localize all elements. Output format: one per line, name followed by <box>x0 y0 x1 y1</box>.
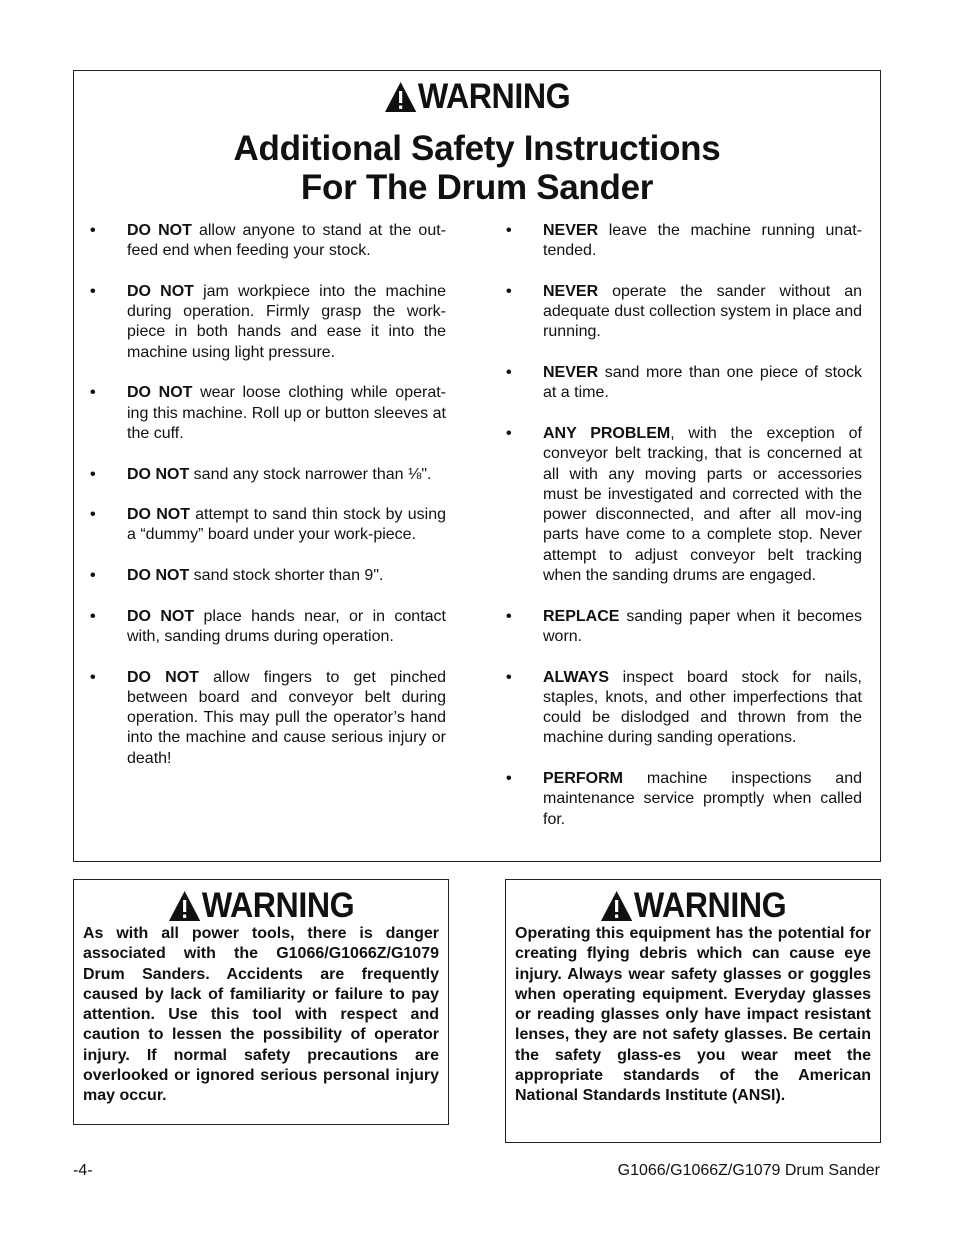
safety-instructions-box <box>73 70 881 862</box>
item-text: inspect board stock for nails, staples, knots, and other imperfections that could be dislodged and thrown from the machine during sanding operations. <box>543 668 862 747</box>
bullet: • <box>90 465 96 483</box>
item-keyword: DO NOT <box>127 607 195 625</box>
warning-label: WARNING <box>633 886 787 925</box>
item-text: allow anyone to stand at the out-feed end when feeding your stock. <box>127 222 446 260</box>
item-text: allow fingers to get pinched between board and conveyor belt during operation. This may pull the operator’s hand into the machine and cause serious injury or death! <box>127 668 447 767</box>
list-item <box>504 668 862 749</box>
bullet: • <box>506 607 512 625</box>
list-item <box>88 607 446 648</box>
bullet: • <box>90 282 96 300</box>
bullet: • <box>90 506 96 524</box>
item-text: jam workpiece into the machine during operation. Firmly grasp the work-piece in both hands and ease it into the machine using light pressure. <box>127 282 446 361</box>
document-title: G1066/G1066Z/G1079 Drum Sander <box>617 1162 880 1179</box>
left-column <box>88 221 446 789</box>
bullet: • <box>90 668 96 686</box>
list-item <box>504 221 862 262</box>
item-text: machine inspections and maintenance service promptly when called for. <box>543 770 862 828</box>
item-keyword: PERFORM <box>543 770 623 788</box>
bullet: • <box>90 607 96 625</box>
item-keyword: NEVER <box>543 282 599 300</box>
list-item <box>88 221 446 262</box>
right-column <box>504 221 862 850</box>
item-keyword: DO NOT <box>127 567 190 585</box>
bullet: • <box>90 384 96 402</box>
item-keyword: DO NOT <box>127 506 190 524</box>
item-keyword: NEVER <box>543 364 599 382</box>
item-keyword: DO NOT <box>127 465 190 483</box>
list-item <box>88 282 446 363</box>
warning-text: Operating this equipment has the potential for creating flying debris which can cause eye injury. Always wear safety glasses or goggles when operating equipment. Everyday glasses or reading glasses only have impact resistant lenses, they are not safety glasses. Be certain the safety glass-es you wear meet the appropriate standards of the American National Standards Institute (ANSI). <box>515 925 871 1105</box>
item-keyword: NEVER <box>543 222 599 239</box>
item-text: sand any stock narrower than ⅛". <box>189 465 432 483</box>
item-keyword: DO NOT <box>127 384 193 402</box>
warning-label: WARNING <box>417 77 571 116</box>
item-keyword: REPLACE <box>543 607 620 625</box>
warning-triangle-icon <box>168 890 201 922</box>
item-keyword: DO NOT <box>127 668 199 686</box>
list-item <box>88 505 446 546</box>
item-text: , with the exception of conveyor belt tracking, that is concerned at all with any moving parts or accessories must be investigated and corrected with the power disconnected, and after all mov-ing parts have come to a complete stop. Never attempt to adjust conveyor belt tracking when the sanding drums are engaged. <box>543 424 862 585</box>
bullet: • <box>506 282 512 300</box>
list-item <box>504 424 862 586</box>
item-keyword: ALWAYS <box>543 668 610 686</box>
warning-text: As with all power tools, there is danger associated with the G1066/G1066Z/G1079 Drum Sanders. Accidents are frequently caused by lack of familiarity or failure to pay attention. Use this tool with respect and caution to lessen the possibility of operator injury. If normal safety precautions are overlooked or ignored serious personal injury may occur. <box>83 925 439 1105</box>
item-text: wear loose clothing while operat-ing this machine. Roll up or button sleeves at the cuff. <box>127 384 446 442</box>
warning-header <box>89 888 433 923</box>
bullet: • <box>506 364 512 382</box>
page-number: -4- <box>73 1162 93 1179</box>
item-keyword: DO NOT <box>127 282 194 300</box>
list-item <box>88 465 446 485</box>
bullet: • <box>90 222 96 239</box>
bullet: • <box>506 222 512 239</box>
bullet: • <box>90 567 96 585</box>
item-text: sanding paper when it becomes worn. <box>543 607 862 645</box>
item-keyword: DO NOT <box>127 222 192 239</box>
item-text: sand more than one piece of stock at a time. <box>543 364 862 402</box>
warning-triangle-icon <box>384 81 417 113</box>
warning-triangle-icon <box>600 890 633 922</box>
warning-header <box>106 79 848 114</box>
warning-header <box>521 888 865 923</box>
bullet: • <box>506 424 512 442</box>
general-warning-box <box>73 879 449 1125</box>
list-item <box>504 769 862 830</box>
warning-label: WARNING <box>201 886 355 925</box>
list-item <box>504 607 862 648</box>
list-item <box>504 363 862 404</box>
page-title: Additional Safety Instructions For The Drum Sander <box>233 129 721 207</box>
list-item <box>88 668 446 769</box>
item-text: sand stock shorter than 9". <box>189 567 384 585</box>
list-item <box>88 383 446 444</box>
item-text: place hands near, or in contact with, sanding drums during operation. <box>127 607 446 645</box>
bullet: • <box>506 668 512 686</box>
list-item <box>88 566 446 586</box>
item-text: operate the sander without an adequate dust collection system in place and running. <box>543 282 862 341</box>
item-text: attempt to sand thin stock by using a “dummy” board under your work-piece. <box>127 506 446 544</box>
bullet: • <box>506 770 512 788</box>
item-text: leave the machine running unat-tended. <box>543 222 862 260</box>
eye-protection-warning-box <box>505 879 881 1143</box>
list-item <box>504 282 862 343</box>
item-keyword: ANY PROBLEM <box>543 424 671 442</box>
